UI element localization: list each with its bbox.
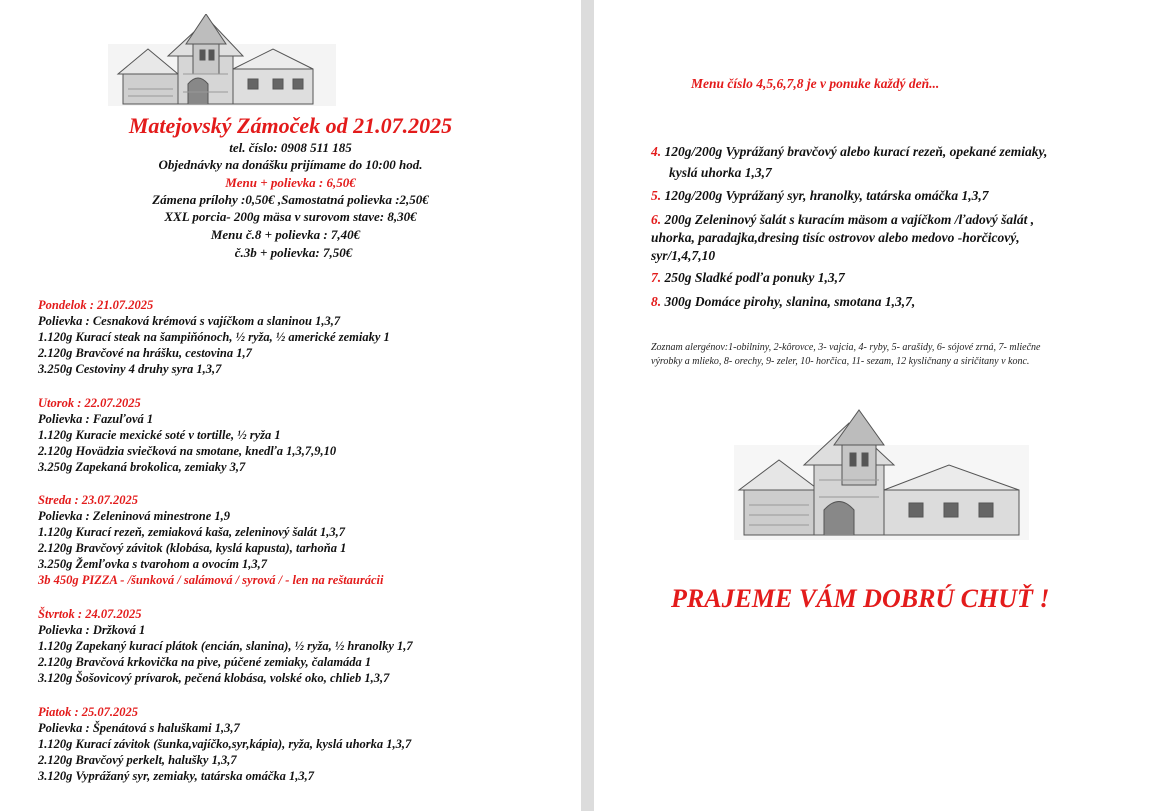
menu-item: 1.120g Zapekaný kurací plátok (encián, slanina), ½ ryža, ½ hranolky 1,7 <box>38 639 413 653</box>
side-change-price: Zámena prílohy :0,50€ ,Samostatná polievka :2,50€ <box>152 192 429 207</box>
right-page <box>594 0 1159 811</box>
item-text: 300g Domáce pirohy, slanina, smotana 1,3,7, <box>664 294 916 309</box>
soup-line: Polievka : Špenátová s haluškami 1,3,7 <box>38 721 240 735</box>
daily-item-6 <box>651 211 1034 265</box>
phone-number: tel. číslo: 0908 511 185 <box>229 140 352 155</box>
menu-item: 3.250g Žemľovka s tvarohom a ovocím 1,3,7 <box>38 557 268 571</box>
item-number: 5. <box>651 188 662 203</box>
item-text: 250g Sladké podľa ponuky 1,3,7 <box>664 270 845 285</box>
xxl-price: XXL porcia- 200g mäsa v surovom stave: 8,30€ <box>164 209 417 224</box>
menu-item: 1.120g Kuracie mexické soté v tortille, ½ ryža 1 <box>38 428 281 442</box>
allergen-list <box>651 341 1040 369</box>
menu-item: 1.120g Kurací steak na šampiňónoch, ½ ryža, ½ americké zemiaky 1 <box>38 330 390 344</box>
menu-item: 3.120g Vyprážaný syr, zemiaky, tatárska omáčka 1,3,7 <box>38 769 315 783</box>
menu3b-price: č.3b + polievka: 7,50€ <box>234 245 353 260</box>
item-text: 120g/200g Vyprážaný syr, hranolky, tatárska omáčka 1,3,7 <box>664 188 989 203</box>
item-text: 120g/200g Vyprážaný bravčový alebo kurací rezeň, opekané zemiaky, <box>664 144 1048 159</box>
closing-wish: PRAJEME VÁM DOBRÚ CHUŤ ! <box>671 584 1050 613</box>
daily-menu-note: Menu číslo 4,5,6,7,8 je v ponuke každý deň... <box>691 76 940 91</box>
daily-item-5 <box>651 187 989 205</box>
day-block-thursday <box>38 606 413 686</box>
day-block-friday <box>38 704 411 784</box>
orders-note: Objednávky na donášku prijímame do 10:00 hod. <box>158 157 423 172</box>
menu-item: 2.120g Hovädzia sviečková na smotane, knedľa 1,3,7,9,10 <box>38 444 337 458</box>
day-block-tuesday <box>38 395 336 475</box>
menu-item: 1.120g Kurací závitok (šunka,vajíčko,syr,kápia), ryža, kyslá uhorka 1,3,7 <box>38 737 412 751</box>
item-number: 4. <box>651 144 662 159</box>
item-number: 8. <box>651 294 662 309</box>
soup-line: Polievka : Cesnaková krémová s vajíčkom a slaninou 1,3,7 <box>38 314 341 328</box>
item-text: kyslá uhorka 1,3,7 <box>669 165 772 180</box>
menu8-price: Menu č.8 + polievka : 7,40€ <box>210 227 361 242</box>
daily-item-7 <box>651 269 845 287</box>
castle-sketch-icon <box>734 405 1029 540</box>
menu-item: 1.120g Kurací rezeň, zemiaková kaša, zeleninový šalát 1,3,7 <box>38 525 345 539</box>
menu-item: 3.120g Šošovicový prívarok, pečená klobása, volské oko, chlieb 1,3,7 <box>38 671 390 685</box>
daily-item-4 <box>651 141 1047 183</box>
day-heading: Piatok : 25.07.2025 <box>38 705 138 719</box>
day-heading: Streda : 23.07.2025 <box>38 493 138 507</box>
day-heading: Štvrtok : 24.07.2025 <box>38 607 142 621</box>
pizza-special: 3b 450g PIZZA - /šunková / salámová / syrová / - len na reštaurácii <box>38 573 384 587</box>
menu-item: 2.120g Bravčové na hrášku, cestovina 1,7 <box>38 346 252 360</box>
day-heading: Utorok : 22.07.2025 <box>38 396 141 410</box>
allergen-line: Zoznam alergénov:1-obilniny, 2-kôrovce, 3- vajcia, 4- ryby, 5- arašidy, 6- sójové zrná, 7- mliečne <box>651 342 1041 353</box>
menu-item: 2.120g Bravčový závitok (klobása, kyslá kapusta), tarhoňa 1 <box>38 541 347 555</box>
castle-sketch-icon <box>108 14 336 106</box>
item-text: syr/1,4,7,10 <box>651 248 716 263</box>
daily-item-8 <box>651 293 915 311</box>
item-number: 7. <box>651 270 662 285</box>
menu-item: 2.120g Bravčový perkelt, halušky 1,3,7 <box>38 753 237 767</box>
menu-item: 3.250g Zapekaná brokolica, zemiaky 3,7 <box>38 460 246 474</box>
soup-line: Polievka : Zeleninová minestrone 1,9 <box>38 509 230 523</box>
item-number: 6. <box>651 212 662 227</box>
item-text: uhorka, paradajka,dresing tisíc ostrovov alebo medovo -horčicový, <box>651 230 1020 245</box>
menu-soup-price: Menu + polievka : 6,50€ <box>225 175 356 190</box>
soup-line: Polievka : Fazuľová 1 <box>38 412 154 426</box>
soup-line: Polievka : Držková 1 <box>38 623 146 637</box>
menu-item: 3.250g Cestoviny 4 druhy syra 1,3,7 <box>38 362 222 376</box>
allergen-line: výrobky a mlieko, 8- orechy, 9- zeler, 10- horčica, 11- sezam, 12 kysličnany a siričitany v konc. <box>651 356 1030 367</box>
menu-title: Matejovský Zámoček od 21.07.2025 <box>128 113 453 138</box>
item-text: 200g Zeleninový šalát s kuracím mäsom a vajíčkom /ľadový šalát , <box>664 212 1035 227</box>
day-heading: Pondelok : 21.07.2025 <box>38 298 154 312</box>
day-block-monday <box>38 297 390 377</box>
day-block-wednesday <box>38 492 384 588</box>
menu-item: 2.120g Bravčová krkovička na pive, púčené zemiaky, čalamáda 1 <box>38 655 372 669</box>
